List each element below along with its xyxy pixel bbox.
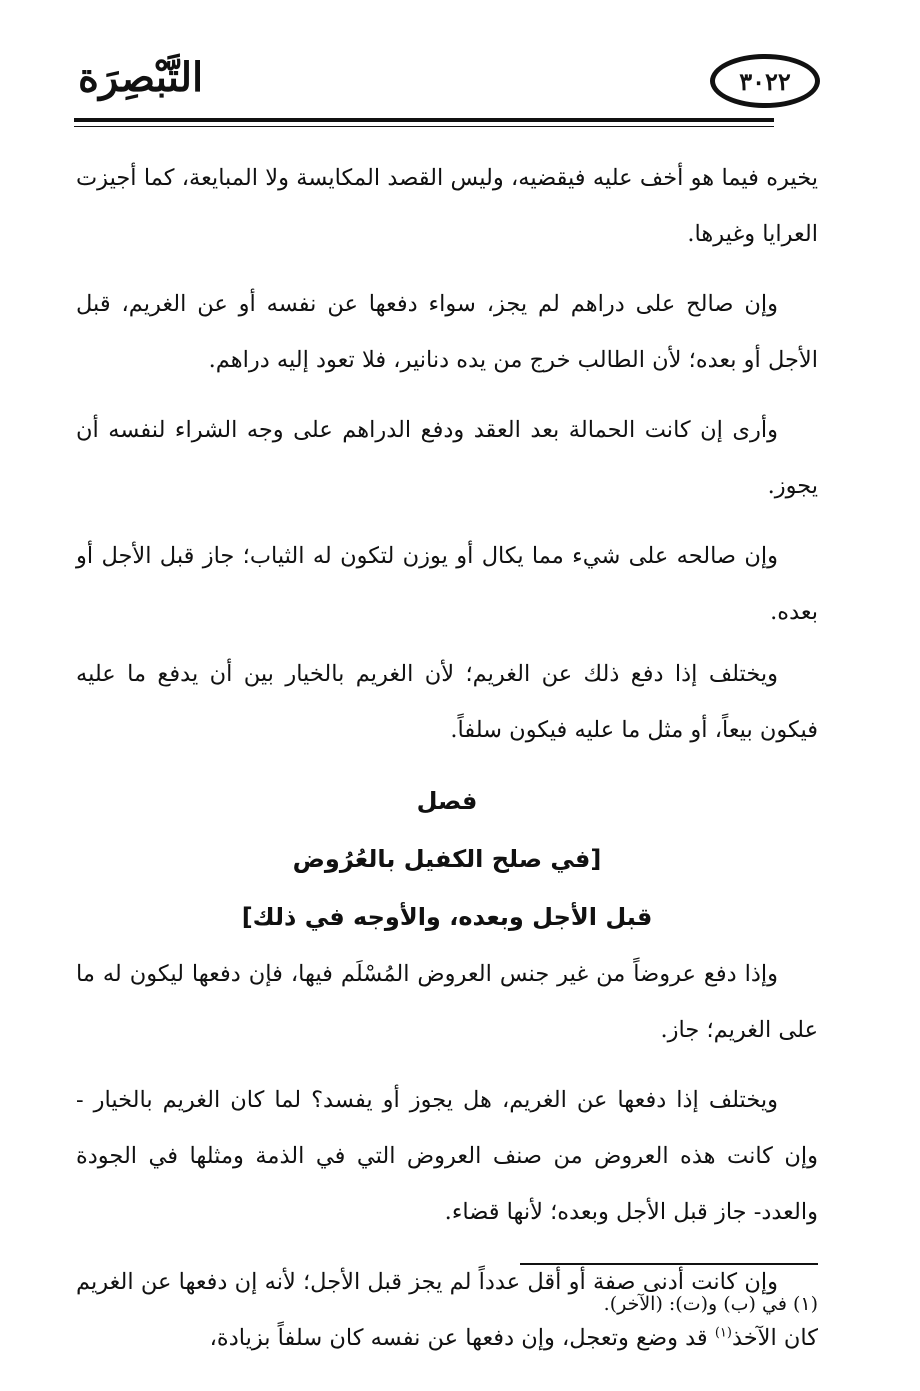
book-title: التَّبْصِرَة xyxy=(78,54,204,101)
header-rule xyxy=(74,118,774,122)
paragraph: ويختلف إذا دفعها عن الغريم، هل يجوز أو يفسد؟ لما كان الغريم بالخيار - وإن كانت هذه العروض من صنف العروض التي في الذمة ومثلها في الجودة والعدد- جاز قبل الأجل وبعده؛ لأنها قضاء. xyxy=(76,1087,818,1225)
paragraph-text: وإن كانت أدنى صفة أو أقل عدداً لم يجز قبل الأجل؛ لأنه إن دفعها عن الغريم كان الآخذ xyxy=(76,1269,818,1351)
page-number: ٣٠٢٢ xyxy=(739,66,791,96)
paragraph: وأرى إن كانت الحمالة بعد العقد ودفع الدراهم على وجه الشراء لنفسه أن يجوز. xyxy=(76,417,818,499)
page-header xyxy=(60,48,840,128)
footnote: (١) في (ب) و(ت): (الآخر). xyxy=(603,1293,818,1315)
footnote-reference[interactable]: (١) xyxy=(714,1325,732,1341)
footnote-separator xyxy=(520,1263,818,1265)
header-rule-thin xyxy=(74,126,774,127)
main-text xyxy=(76,150,818,1380)
section-title-line-1: [في صلح الكفيل بالعُرُوض xyxy=(292,845,602,873)
paragraph-text: قد وضع وتعجل، وإن دفعها عن نفسه كان سلفاً بزيادة، xyxy=(209,1325,715,1351)
paragraph: يخيره فيما هو أخف عليه فيقضيه، وليس القصد المكايسة ولا المبايعة، كما أجيزت العرايا وغيرها. xyxy=(76,165,818,247)
page-number-badge xyxy=(710,54,820,108)
paragraph: ويختلف إذا دفع ذلك عن الغريم؛ لأن الغريم بالخيار بين أن يدفع ما عليه فيكون بيعاً، أو مثل ما عليه فيكون سلفاً. xyxy=(76,661,818,743)
section-title-line-2: قبل الأجل وبعده، والأوجه في ذلك] xyxy=(241,903,653,931)
paragraph: وإن صالحه على شيء مما يكال أو يوزن لتكون له الثياب؛ جاز قبل الأجل أو بعده. xyxy=(76,543,818,625)
section-label: فصل xyxy=(416,787,478,815)
paragraph: وإن صالح على دراهم لم يجز، سواء دفعها عن نفسه أو عن الغريم، قبل الأجل أو بعده؛ لأن الطالب خرج من يده دنانير، فلا تعود إليه دراهم. xyxy=(76,291,818,373)
paragraph: وإذا دفع عروضاً من غير جنس العروض المُسْلَم فيها، فإن دفعها ليكون له ما على الغريم؛ جاز. xyxy=(76,961,818,1043)
